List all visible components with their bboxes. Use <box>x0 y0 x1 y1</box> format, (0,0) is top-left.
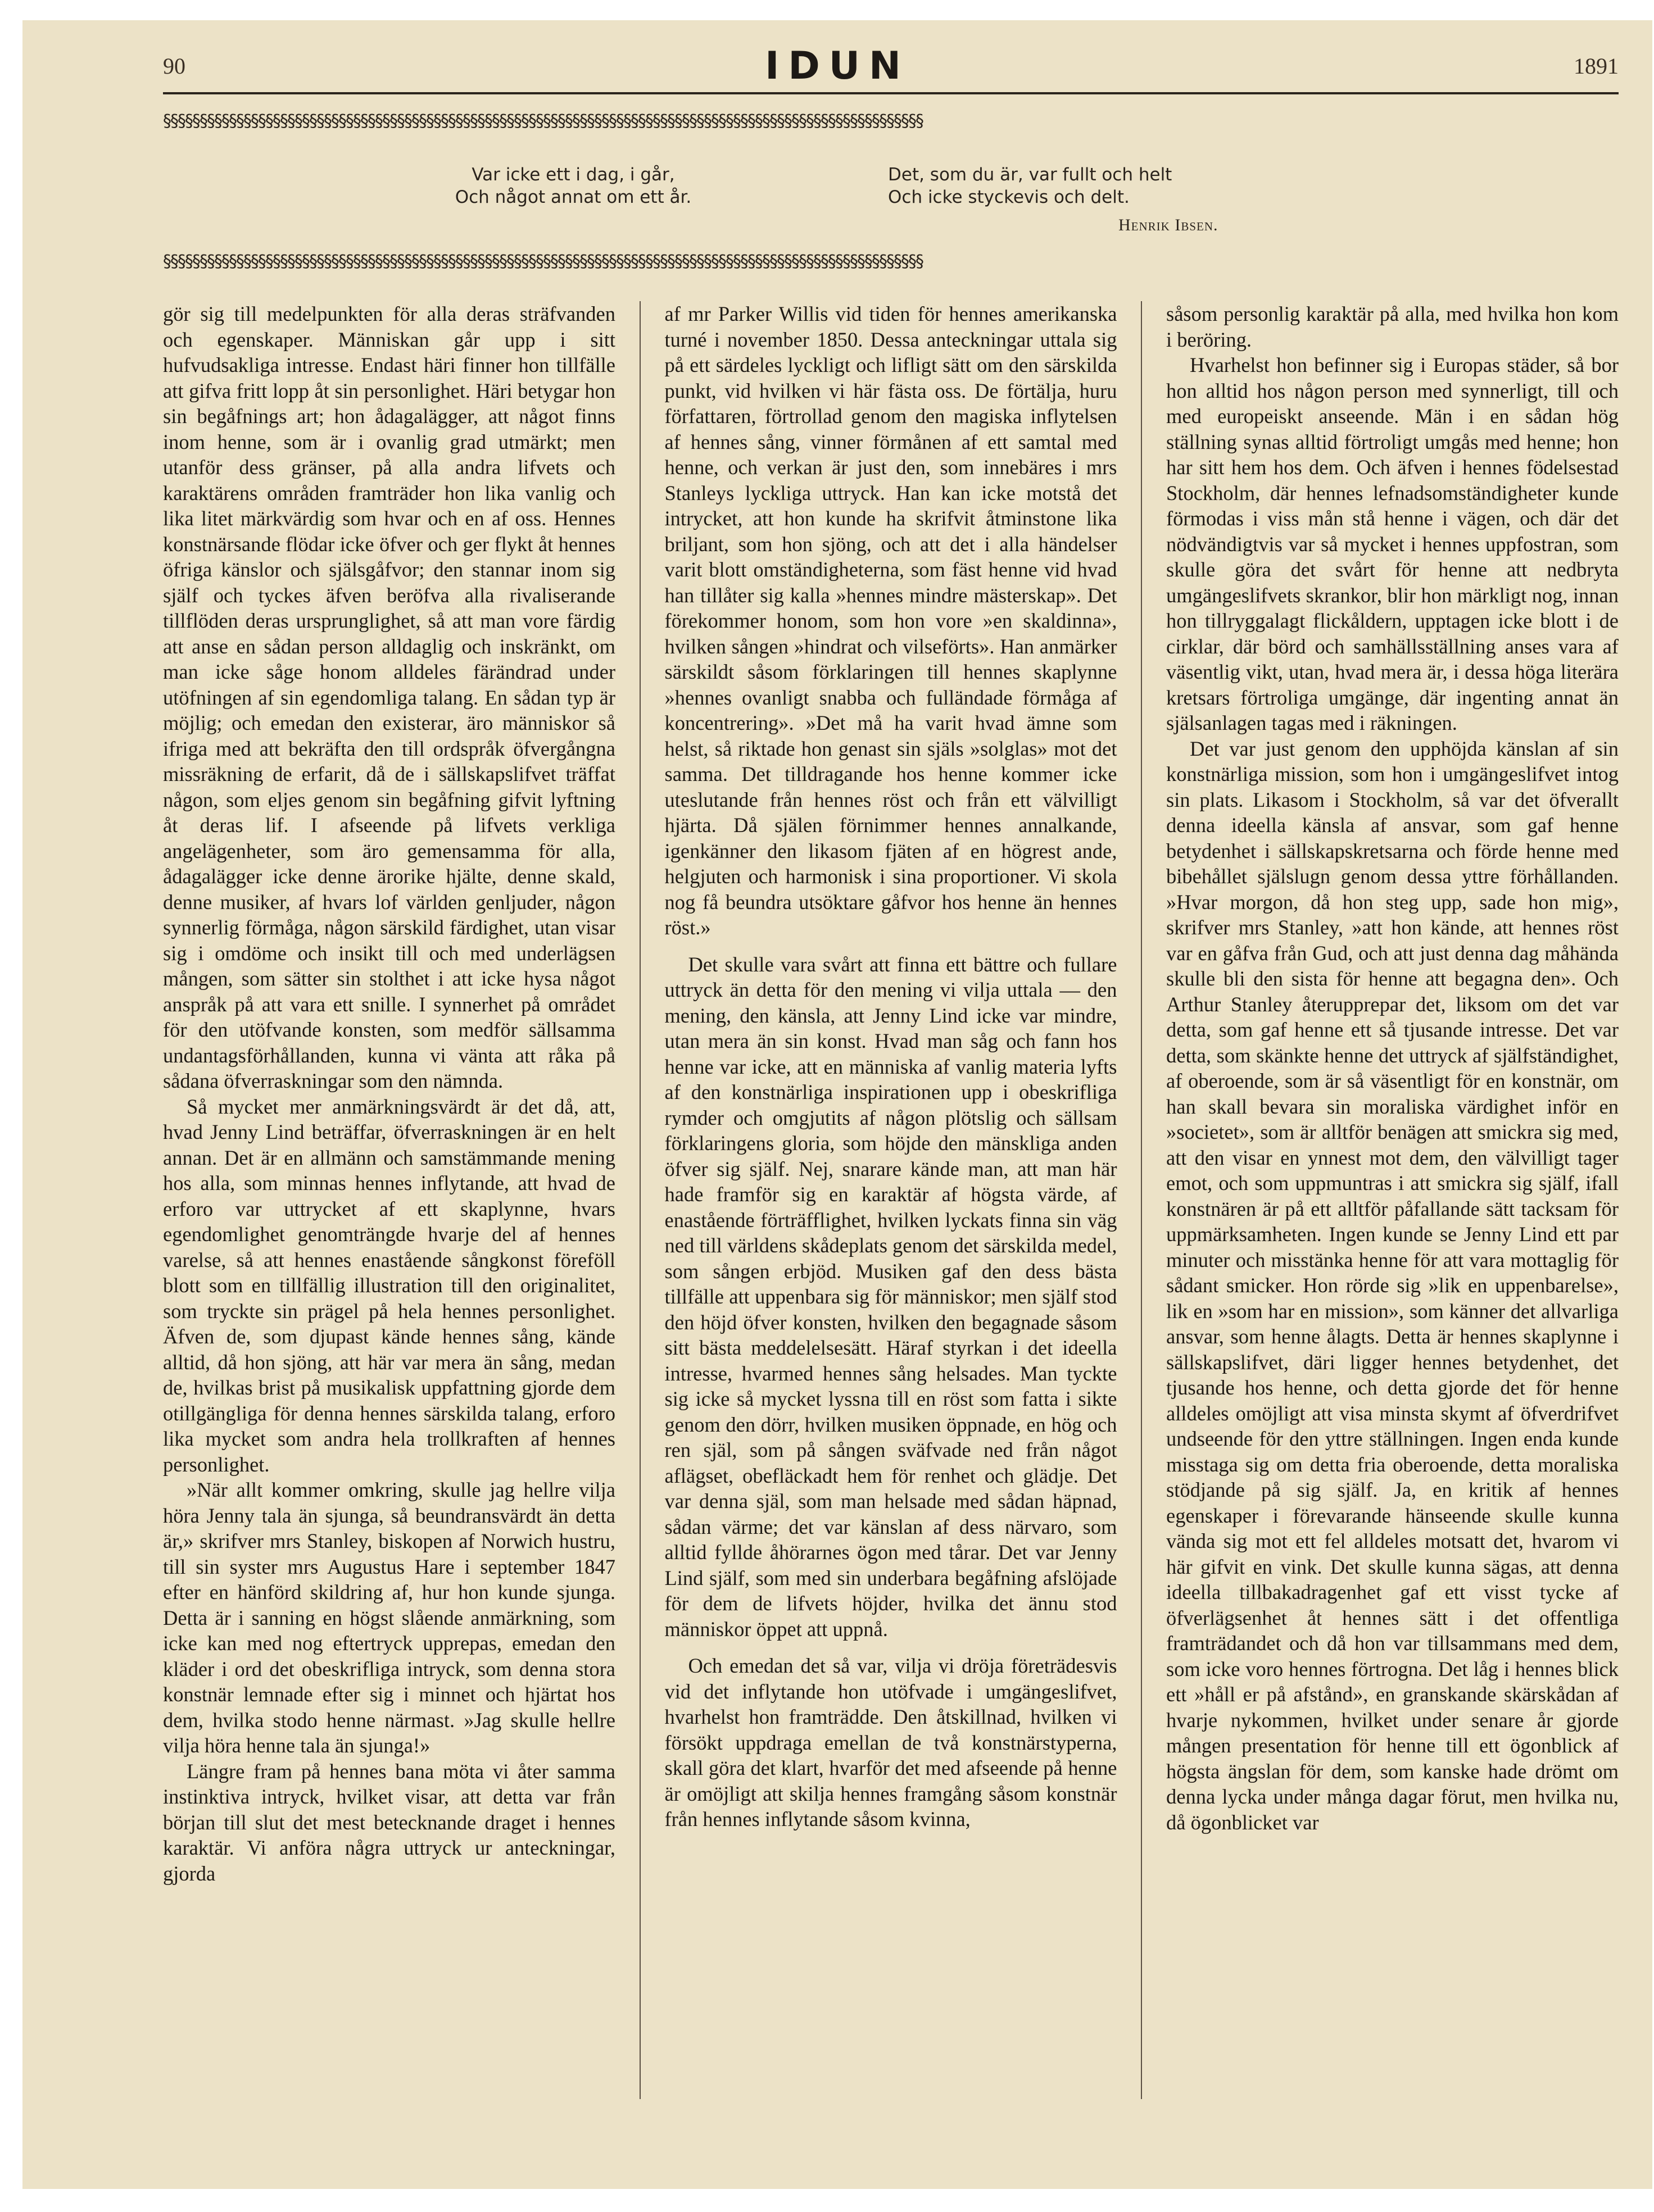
epigraph-line: Och något annat om ett år. <box>455 187 692 207</box>
epigraph-line: Det, som du är, var fullt och helt <box>888 165 1172 185</box>
ornament-border-bottom: §§§§§§§§§§§§§§§§§§§§§§§§§§§§§§§§§§§§§§§§§§§§§§§§§§§§§§§§§§§§§§§§§§§§§§§§§§§§§§§§§§§§§§§§§§§§§§§§§§§§§§§§ <box>163 252 923 271</box>
paragraph: Längre fram på hennes bana möta vi åter samma instinktiva intryck, hvilket visar, att detta var från början till slut det mest betecknande draget i hennes karaktär. Vi anföra några uttryck ur anteckningar, gjorda <box>163 1759 615 1885</box>
epigraph-line: Var icke ett i dag, i går, <box>472 165 675 185</box>
epigraph-line: Och icke styckevis och delt. <box>888 187 1130 207</box>
column-3 <box>1166 301 1619 2099</box>
epigraph-left <box>399 163 747 208</box>
paragraph: Det var just genom den upphöjda känslan af sin konstnärliga mission, som hon i umgängeslifvet intog sin plats. Likasom i Stockholm, så var det öfverallt denna ideella känsla af ansvar, som gaf henne betydenhet i sällskapskretsarna och förde henne med bibehållet själslugn genom dessa yttre förhållanden. »Hvar morgon, då hon steg upp, sade hon mig», skrifver mrs Stanley, »att hon kände, att hennes röst var en gåfva från Gud, och att just denna dag måhända skulle bli den sista för henne att begagna den». Och Arthur Stanley återupprepar det, liksom om det var detta, som gaf henne ett så tjusande intresse. Det var detta, som skänkte henne det uttryck af själfständighet, af oberoende, som är så väsentligt för en konstnär, om han skall bevara sin moraliska värdighet inför en »societet», som är alltför benägen att smickra sig med, att den visar en ynnest mot dem, den välvilligt tager emot, och som uppmuntras i att smickra sig själf, ifall konstnären är på ett alltför påfallande sätt tacksam för uppmärksamheten. Ingen kunde se Jenny Lind ett par minuter och misstänka henne för att vara mottaglig för sådant smicker. Hon rörde sig »lik en uppenbarelse», lik en »som har en mission», som känner det allvarliga ansvar, som henne ålagts. Detta är hennes skaplynne i sällskapslifvet, däri ligger hennes betydenhet, det tjusande hos henne, och detta gjorde det för henne alldeles omöjligt att visa minsta skymt af öfverdrifvet undseende för den yttre ställningen. Ingen enda kunde misstaga sig om detta fria oberoende, detta moraliska stödjande på sig själf. Ja, en kritik af hennes egenskaper i förevarande hänseende skulle kunna vända sig mot ett fel alldeles motsatt det, hvarom vi här gifvit en vink. Det skulle kunna sägas, att denna ideella tillbakadragenhet gaf ett visst tycke af öfverlägsenhet åt hennes sätt i det offentliga framträdandet och då hon var tillsammans med dem, som icke voro hennes förtrogna. Det låg i hennes blick ett »håll er på afstånd», en granskande skärskådan af hvarje nykommen, hvilket under senare år gjorde mången presentation för henne till ett ögonblick af högsta ängslan för dem, som kanske hade drömt om denna lycka under många dagar förut, men hvilka nu, då ögonblicket var <box>1166 737 1619 1834</box>
column-divider <box>640 301 641 2099</box>
paragraph: Det skulle vara svårt att finna ett bättre och fullare uttryck än detta för den mening vi vilja uttala — den mening, den känsla, att Jenny Lind icke var mindre, utan mera än sin konst. Hvad man såg och fann hos henne var icke, att en människa af vanlig materia lyfts af den konstnärliga inspirationen upp i obeskrifliga rymder och omgjutits af någon plötslig och sällsam förklaringens gloria, som höjde den mänskliga anden öfver sig själf. Nej, snarare kände man, att man här hade framför sig en karaktär af högsta värde, af enastående förträfflighet, hvilken lyckats finna sin väg ned till världens skådeplats genom det särskilda medel, som sången erbjöd. Musiken gaf den dess bästa tillfälle att uppenbara sig för människor; men själf stod den höjd öfver konsten, hvilken den begagnade såsom sitt bästa meddelelsesätt. Häraf styrkan i det ideella intresse, hvarmed hennes sång helsades. Man tyckte sig icke så mycket lyssna till en röst som fatta i sikte genom den dörr, hvilken musiken öppnade, en hög och ren själ, som på sången sväfvade ned från något aflägset, obefläckadt hem för renhet och glädje. Det var denna själ, som man helsade med sådan häpnad, sådan värme; det var känslan af dess närvaro, som alltid fyllde åhörarnes ögon med tårar. Det var Jenny Lind själf, som med sin underbara begåfning afslöjade för dem de lifvets höjder, hvilka det ännu stod människor öppet att uppnå. <box>664 952 1117 1641</box>
journal-title: IDUN <box>765 44 910 88</box>
column-divider <box>1141 301 1142 2099</box>
page-number: 90 <box>163 53 185 79</box>
year: 1891 <box>1574 53 1619 79</box>
paragraph: Och emedan det så var, vilja vi dröja företrädesvis vid det inflytande hon utöfvade i umgängeslifvet, hvarhelst hon framträdde. Den åtskillnad, hvilken vi försökt uppdraga emellan de två konstnärstyperna, skall göra det klart, hvarför det med afseende på henne är omöjligt att skilja hennes framgång såsom konstnär från hennes inflytande såsom kvinna, <box>664 1654 1117 1831</box>
paragraph: Så mycket mer anmärkningsvärdt är det då, att, hvad Jenny Lind beträffar, öfverraskningen är en helt annan. Det är en allmänn och samstämmande mening hos alla, som minnas hennes inflytande, att hvad de erforo var uttrycket af ett skaplynne, hvars egendomlighet genomträngde hvarje del af hennes varelse, så att hennes enastående sångkonst föreföll blott som en tillfällig illustration till den originalitet, som tryckte sin prägel på hela hennes personlighet. Äfven de, som djupast kände hennes sång, kände alltid, då hon sjöng, att här var mera än sång, medan de, hvilkas brist på musikalisk uppfattning gjorde dem otillgängliga för denna hennes särskilda talang, erforo lika mycket som andra hela trollkraften af hennes personlighet. <box>163 1094 615 1476</box>
epigraph-right <box>888 163 1281 208</box>
ornament-border-top: §§§§§§§§§§§§§§§§§§§§§§§§§§§§§§§§§§§§§§§§§§§§§§§§§§§§§§§§§§§§§§§§§§§§§§§§§§§§§§§§§§§§§§§§§§§§§§§§§§§§§§§§ <box>163 111 923 131</box>
paragraph: »När allt kommer omkring, skulle jag hellre vilja höra Jenny tala än sjunga, så beundransvärdt än detta är,» skrifver mrs Stanley, biskopen af Norwich hustru, till sin syster mrs Augustus Hare i september 1847 efter en hänförd skildring af, hur hon kunde sjunga. Detta är i sanning en högst slående anmärkning, som icke kan med nog eftertryck upprepas, emedan den kläder i ord det obeskrifliga intryck, som denna stora konstnär lemnade efter sig i minnet och hjärtat hos dem, hvilka stodo henne närmast. »Jag skulle hellre vilja höra henne tala än sjunga!» <box>163 1478 615 1757</box>
column-2 <box>665 301 1117 2099</box>
paragraph: af mr Parker Willis vid tiden för hennes amerikanska turné i november 1850. Dessa anteckningar uttala sig på ett särdeles lyckligt och lifligt sätt om den särskilda punkt, vid hvilken vi här fästa oss. De förtälja, huru författaren, förtrollad genom den magiska inflytelsen af hennes sång, vinner förmånen af ett samtal med henne, och verkan är just den, som innebäres i mrs Stanleys lyckliga uttryck. Han kan icke motstå det intrycket, att hon kunde ha skrifvit åtminstone lika briljant, som hon sjöng, och att det i alla händelser varit blott omständigheterna, som fäst henne vid hvad han tillåter sig kalla »hennes mindre mästerskap». Det förekommer honom, som hon vore »en skaldinna», hvilken sången »hindrat och vilseförts». Han anmärker särskildt såsom förklaringen till hennes skaplynne »hennes ovanligt snabba och fulländade förmåga af koncentrering». »Det må ha varit hvad ämne som helst, så riktade hon genast sin själs »solglas» mot det samma. Det tilldragande hos henne kommer icke uteslutande från hennes röst och från ett välvilligt hjärta. Då själen förnimmer hennes annalkande, igenkänner den likasom fjäten af en högrest ande, helgjuten och harmonisk i sina proportioner. Vi skola nog få beundra utsöktare gåfvor hos henne än hennes röst.» <box>664 302 1117 939</box>
header-rule <box>163 92 1619 94</box>
paragraph: Hvarhelst hon befinner sig i Europas städer, så bor hon alltid hos någon person med synnerligt, till och med europeiskt anseende. Män i en sådan hög ställning synas alltid förtroligt umgås med henne; hon har sitt hem hos dem. Och äfven i hennes födelsestad Stockholm, där hennes lefnadsomständigheter kunde förmodas i viss mån stå henne i vägen, och där det nödvändigtvis var så mycket i hennes uppfostran, som skulle göra det svårt för henne att nedbryta umgängeslifvets skrankor, blir hon märkligt nog, innan hon tillryggalagt flickåldern, upptagen icke blott i de cirklar, där börd och samhällsställning anses vara af väsentlig vikt, utan, hvad mera är, i dessa höga literära kretsars förtroliga umgänge, där ingenting annat än själsanlagen tagas med i räkningen. <box>1166 353 1619 734</box>
article-columns <box>163 301 1619 2099</box>
column-1 <box>163 301 615 2099</box>
page-header <box>22 20 1652 110</box>
newspaper-page <box>22 20 1652 2189</box>
paragraph: såsom personlig karaktär på alla, med hvilka hon kom i beröring. <box>1166 302 1619 351</box>
epigraph-author: Henrik Ibsen. <box>1118 216 1218 234</box>
paragraph: gör sig till medelpunkten för alla deras sträfvanden och egenskaper. Människan går upp i sitt hufvudsakliga intresse. Endast häri finner hon tillfälle att gifva fritt lopp åt sin personlighet. Häri betygar hon sin begåfnings art; hon ådagalägger, att något finns inom henne, som är i ovanlig grad utmärkt; men utanför dess gränser, på alla andra lifvets och karaktärens områden framträder hon lika vanlig och lika litet märkvärdig som hvar och en af oss. Hennes konstnärsande flödar icke öfver och ger flykt åt hennes öfriga känslor och själsgåfvor; den stannar inom sig själf och tyckes äfven beröfva alla rivaliserande tillflöden deras ursprunglighet, så att man vore färdig att anse en sådan person alldaglig och inskränkt, om man icke såge honom alldeles färändrad under utöfningen af sin egendomliga talang. En sådan typ är möjlig; och emedan den existerar, äro människor så ifriga med att bekräfta den till ordspråk öfvergångna missräkning de erfarit, då de i sällskapslifvet träffat någon, som eljes genom sin begåfning gifvit lyftning åt deras lif. I afseende på lifvets verkliga angelägenheter, som äro gemensamma för alla, ådagalägger icke denne ärorike hjälte, denne skald, denne musiker, af hvars lof världen genljuder, någon synnerlig förmåga, någon särskild färdighet, utan visar sig i omdöme och insikt till och med underlägsen mången, som sätter sin stolthet i att icke hysa något anspråk på att vara ett snille. I synnerhet på området för den utöfvande konsten, som medför sällsamma undantagsförhållanden, kunna vi vänta att råka på sådana öfverraskningar som den nämnda. <box>163 302 615 1092</box>
